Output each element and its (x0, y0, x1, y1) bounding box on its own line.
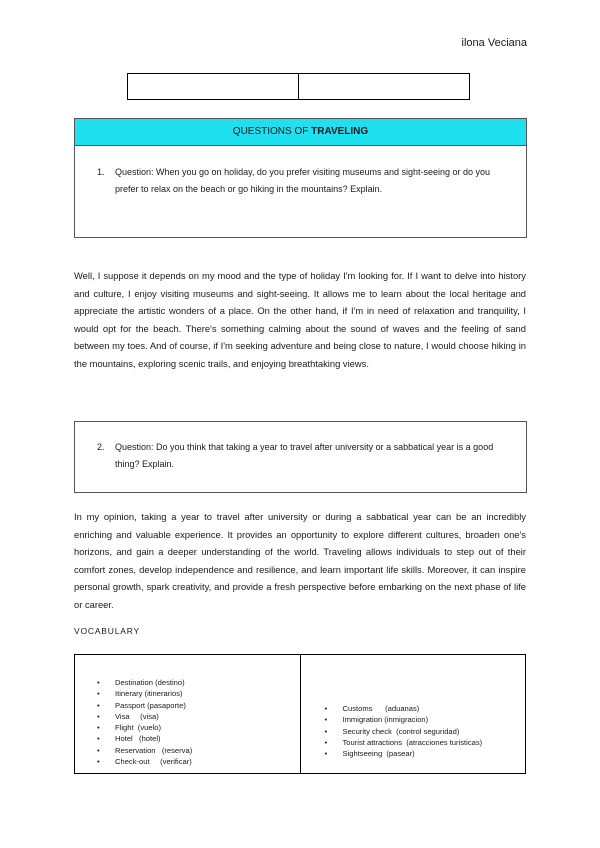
question-2-number: 2. (97, 442, 105, 452)
answer-2-paragraph: In my opinion, taking a year to travel after university or during a sabbatical year can be an incredibly enriching and valuable experience. It provides an opportunity to explore different cultures, broaden one's horizons, and gain a deeper understanding of the world. Traveling allows individuals to step out of their comfort zones, develop independence and resilience, and learn important life skills. Moreover, it can inspire personal growth, spark creativity, and provide a fresh perspective before embarking on the next phase of life or career. (74, 511, 526, 610)
blank-cell-left (128, 74, 298, 99)
vocab-item: • Destination (destino) (97, 677, 192, 688)
vocabulary-table (74, 654, 526, 774)
vocab-item: • Passport (pasaporte) (97, 700, 192, 711)
question-1-text: Question: When you go on holiday, do you prefer visiting museums and sight-seeing or do you prefer to relax on the beach or go hiking in the mountains? Explain. (115, 167, 491, 194)
vocab-item: • Flight (vuelo) (97, 722, 192, 733)
vocab-item: • Security check (control seguridad) (325, 726, 483, 737)
question-2 (97, 439, 506, 473)
question-1-number: 1. (97, 167, 105, 177)
answer-1-paragraph: Well, I suppose it depends on my mood and the type of holiday I'm looking for. If I want to delve into history and culture, I enjoy visiting museums and sight-seeing. It allows me to learn about the local heritage and appreciate the artistic wonders of a place. On the other hand, if I'm in need of relaxation and tranquility, I would opt for the beach. There's something calming about the sound of waves and the feeling of sand between my toes. And of course, if I'm seeking adventure and being close to nature, I would choose hiking in the mountains, exploring scenic trails, and enjoying breathtaking views. (74, 270, 526, 369)
blank-header-table (127, 73, 470, 100)
vocab-item: • Tourist attractions (atracciones turisticas) (325, 737, 483, 748)
question-box-2 (74, 421, 527, 493)
vocab-item: • Hotel (hotel) (97, 733, 192, 744)
vocabulary-list-left (97, 677, 192, 767)
vocab-item: • Check-out (verificar) (97, 756, 192, 767)
section-title-bold: TRAVELING (311, 126, 369, 137)
blank-cell-right (298, 74, 469, 99)
author-name: ilona Veciana (461, 37, 527, 49)
vocabulary-heading: VOCABULARY (74, 626, 140, 636)
section-title-prefix: QUESTIONS OF (232, 126, 312, 137)
vocab-item: • Sightseeing (pasear) (325, 748, 483, 759)
vocab-item: • Customs (aduanas) (325, 703, 483, 714)
vocab-item: • Itinerary (itinerarios) (97, 688, 192, 699)
question-2-text: Question: Do you think that taking a year to travel after university or a sabbatical year is a good thing? Explain. (115, 442, 494, 469)
vocabulary-column-left (75, 655, 300, 773)
vocab-item: • Visa (visa) (97, 711, 192, 722)
vocab-item: • Immigration (inmigracion) (325, 714, 483, 725)
question-box-1 (74, 118, 527, 238)
question-1 (97, 164, 506, 198)
section-title (75, 119, 526, 146)
vocabulary-list-right (325, 703, 483, 759)
vocab-item: • Reservation (reserva) (97, 745, 192, 756)
vocabulary-column-right (300, 655, 526, 773)
